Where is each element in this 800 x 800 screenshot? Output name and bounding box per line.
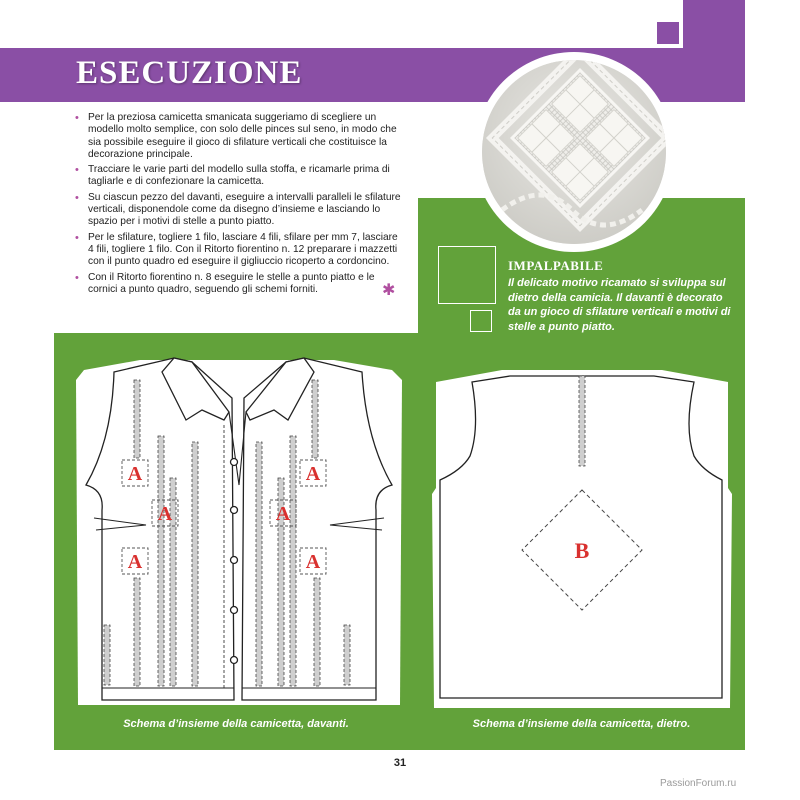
decor-outline-square-large xyxy=(438,246,496,304)
decor-square-large xyxy=(683,0,745,48)
marker-a: A xyxy=(127,463,143,485)
page-title: ESECUZIONE xyxy=(76,55,303,91)
instruction-item: • Per la preziosa camicetta smanicata suggeriamo di scegliere un modello molto semplice, con solo delle pinces sul seno, in modo che sia possibile eseguire il gioco di sfilature verticali che costituisce la decorazione principale. xyxy=(74,112,404,161)
marker-a: A xyxy=(305,463,321,485)
marker-a: A xyxy=(157,503,173,525)
decor-square-small xyxy=(657,22,679,44)
marker-a: A xyxy=(275,503,291,525)
decor-outline-square-small xyxy=(470,310,492,332)
instruction-item: • Con il Ritorto fiorentino n. 8 eseguire le stelle a punto piatto e le cornici a punto quadro, seguendo gli schemi forniti. xyxy=(74,272,404,297)
instructions-list xyxy=(74,112,404,299)
marker-b: B xyxy=(574,538,590,563)
instruction-item: • Per le sfilature, togliere 1 filo, lasciare 4 fili, sfilare per mm 7, lasciare 4 fili, togliere 1 filo. Con il Ritorto fiorentino n. 12 preparare i mazzetti con il punto quadro ed eseguire il gigliuccio ricoperto a cordoncino. xyxy=(74,232,404,269)
watermark: PassionForum.ru xyxy=(660,778,737,789)
page-number: 31 xyxy=(393,757,407,769)
front-diagram xyxy=(74,350,404,715)
back-diagram xyxy=(432,368,732,713)
marker-a: A xyxy=(305,551,321,573)
photo-caption-heading: IMPALPABILE xyxy=(508,258,604,273)
embroidery-photo xyxy=(482,60,666,244)
instruction-item: • Tracciare le varie parti del modello sulla stoffa, e ricamarle prima di tagliarle e di confezionare la camicetta. xyxy=(74,164,404,189)
asterisk-icon: ✱ xyxy=(382,282,396,299)
photo-caption-text: Il delicato motivo ricamato si sviluppa sul dietro della camicia. Il davanti è decorato da un gioco di sfilature verticali e motivi di stelle a punto piatto. xyxy=(508,277,731,333)
marker-a: A xyxy=(127,551,143,573)
back-diagram-caption: Schema d’insieme della camicetta, dietro. xyxy=(472,718,691,730)
front-diagram-caption: Schema d’insieme della camicetta, davanti. xyxy=(123,718,349,730)
instruction-item: • Su ciascun pezzo del davanti, eseguire a intervalli paralleli le sfilature verticali, disponendole come da disegno d’insieme e lasciando lo spazio per i motivi di stelle a punto piatto. xyxy=(74,192,404,229)
